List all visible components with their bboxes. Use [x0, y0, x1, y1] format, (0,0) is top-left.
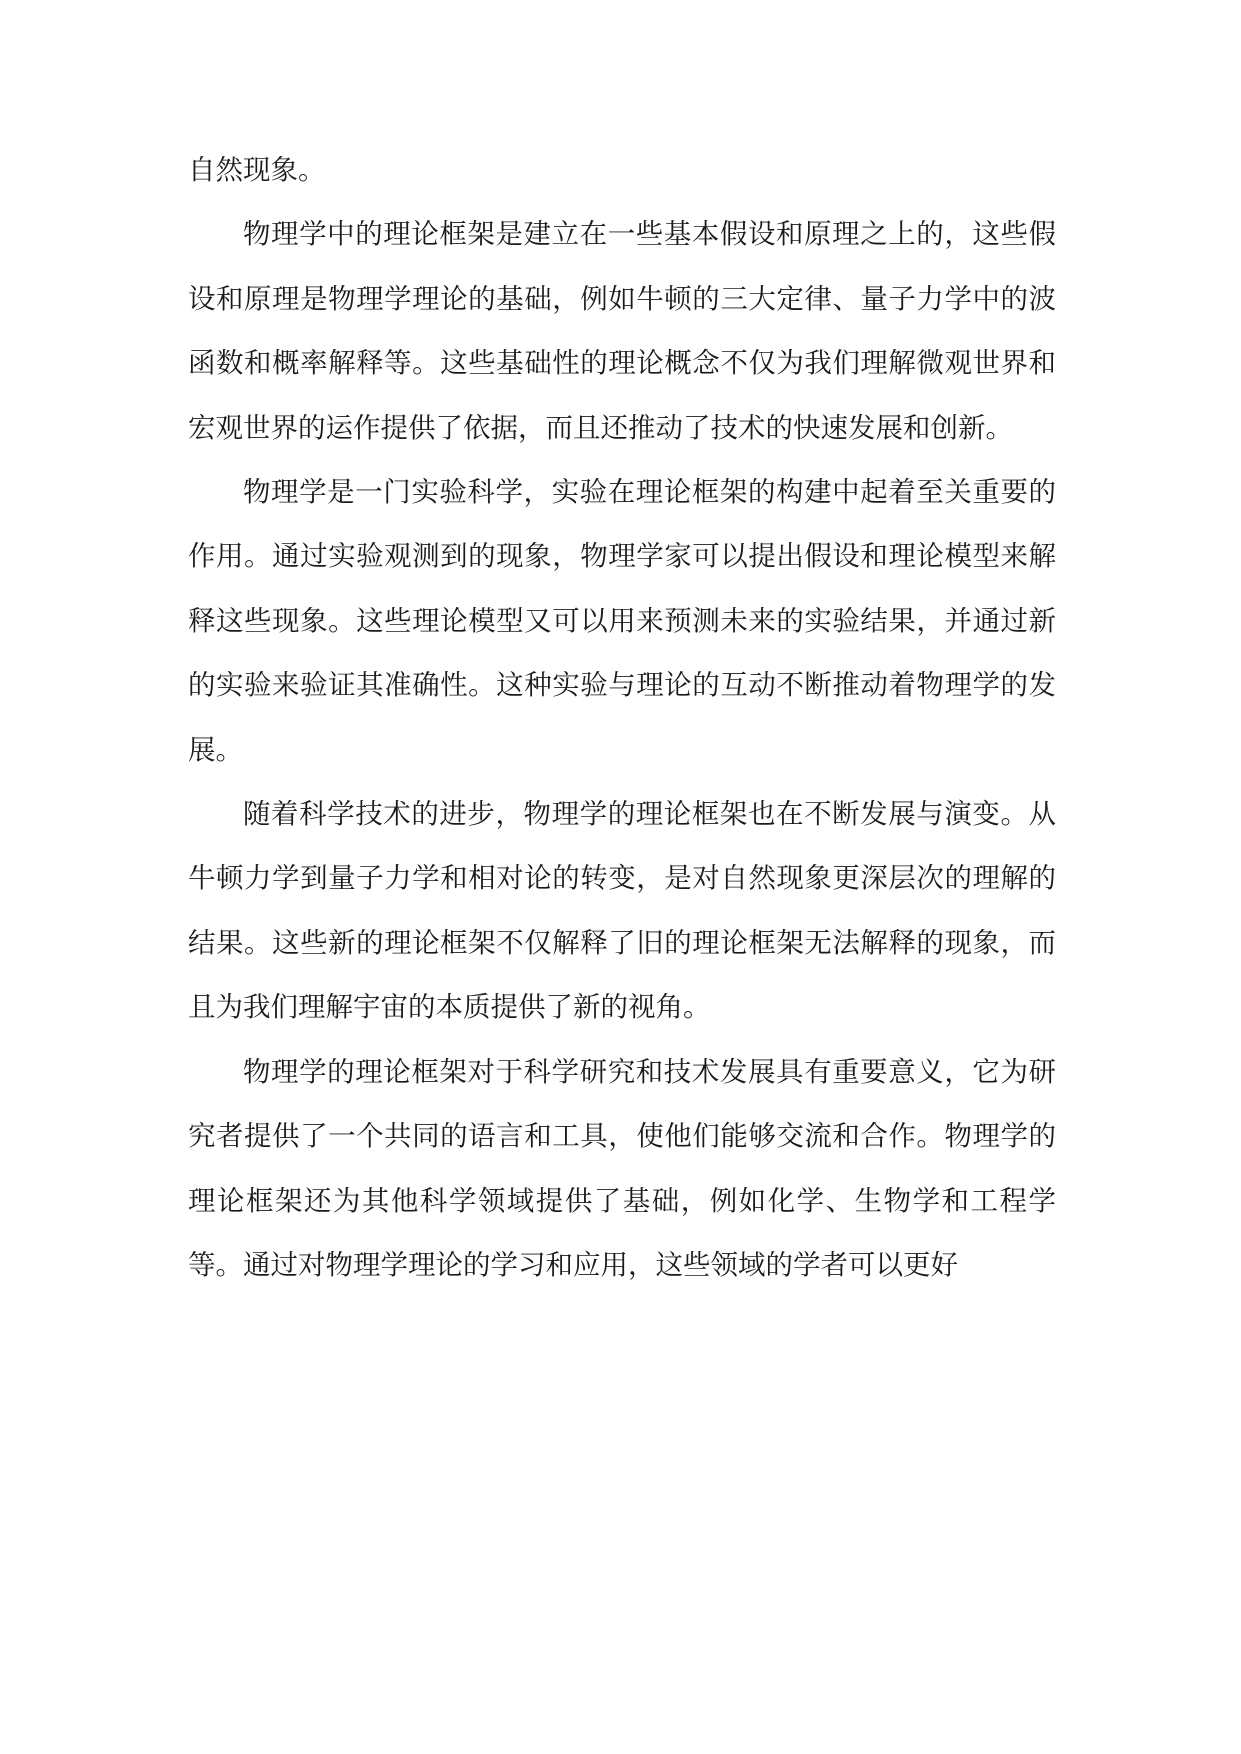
paragraph-significance: 物理学的理论框架对于科学研究和技术发展具有重要意义，它为研究者提供了一个共同的语言和工具，使他们能够交流和合作。物理学的理论框架还为其他科学领域提供了基础，例如化学、生物学和工程学等。通过对物理学理论的学习和应用，这些领域的学者可以更好 — [188, 1055, 1056, 1281]
paragraph-experimental-science: 物理学是一门实验科学，实验在理论框架的构建中起着至关重要的作用。通过实验观测到的现象，物理学家可以提出假设和理论模型来解释这些现象。这些理论模型又可以用来预测未来的实验结果，并通过新的实验来验证其准确性。这种实验与理论的互动不断推动着物理学的发展。 — [188, 476, 1056, 766]
paragraph-theoretical-framework: 物理学中的理论框架是建立在一些基本假设和原理之上的，这些假设和原理是物理学理论的基础，例如牛顿的三大定律、量子力学中的波函数和概率解释等。这些基础性的理论概念不仅为我们理解微观世界和宏观世界的运作提供了依据，而且还推动了技术的快速发展和创新。 — [188, 218, 1056, 444]
document-body — [188, 138, 1056, 1297]
paragraph-continuation: 自然现象。 — [188, 154, 326, 186]
paragraph-evolution: 随着科学技术的进步，物理学的理论框架也在不断发展与演变。从牛顿力学到量子力学和相对论的转变，是对自然现象更深层次的理解的结果。这些新的理论框架不仅解释了旧的理论框架无法解释的现象，而且为我们理解宇宙的本质提供了新的视角。 — [188, 798, 1056, 1024]
